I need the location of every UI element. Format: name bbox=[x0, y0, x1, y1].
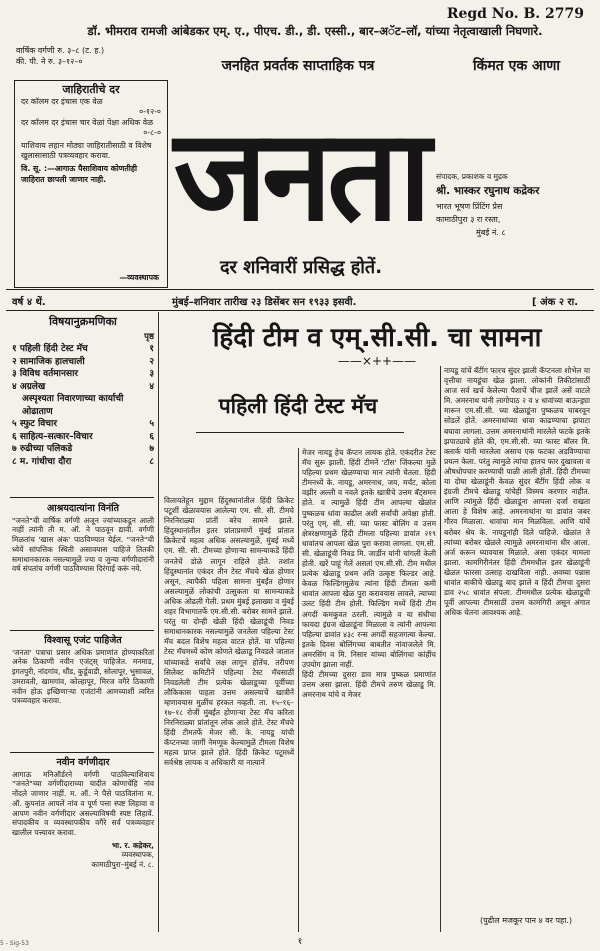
press-name: भारत भूषण प्रिंटिंग प्रेस bbox=[436, 202, 503, 211]
notice-agents-title: विश्वासू एजंट पाहिजेत bbox=[44, 635, 122, 646]
dateline bbox=[12, 294, 588, 308]
subscription-vpp: की. पी. ने रु. ३–१२–० bbox=[16, 57, 83, 66]
press-address-1: कामाठीपुरा ३ रा रस्ता, bbox=[436, 215, 501, 224]
rule-dateline bbox=[6, 310, 594, 311]
manager-signature-name: भा. र. कद्रेकर, bbox=[111, 840, 154, 850]
column-rule-right bbox=[440, 366, 441, 932]
notice-subscribers-body: आगाऊ मनिऑर्डरने वर्गणी पाठविल्याशिवाय "जनते"च्या वर्गणीदाराच्या यादीत कोणाचेंहि नांव नोंदले जाणार नाहीं. म. ऑ. ने पैसे पाठवितांना म. ऑ. कुपनांत आपलें नांव व पूर्ण पत्ता स्पष्ट लिहावा व आपण नवीन वर्गणीदार असल्याविषयी स्पष्ट लिहावें. संपादकीय व व्यवस्थापकीय वगैरे सर्व पत्रव्यवहार खालील पत्त्यावर करावा. bbox=[12, 769, 154, 837]
ad-rates-note: याशिवाय लहान मोठ्या जाहिरातीसाठी व विशेष खुलासासाठी पत्रव्यवहार करावा. bbox=[21, 141, 152, 161]
issue-number: [ अंक २ रा. bbox=[531, 297, 578, 308]
publisher-name: श्री. भास्कर रघुनाथ कद्रेकर bbox=[436, 185, 540, 197]
notice-request-title: आश्रयदात्यांना विनंति bbox=[46, 503, 120, 514]
manager-signature-role: व्यवस्थापक, bbox=[121, 850, 154, 860]
issue-date: मुंबई–शनिवार तारीख २३ डिसेंबर सन १९३३ इसवी. bbox=[172, 297, 357, 308]
volume-year: वर्ष ४ थें. bbox=[12, 297, 46, 308]
table-of-contents bbox=[12, 316, 154, 468]
toc-item: ७ रुढीच्या पलिकडे ७ bbox=[12, 444, 154, 454]
editor-line: डॉ. भीमराव रामजी आंबेडकर एम्. ए., पीएच. डी., डी. एस्सी., बार–अॅट–लॉ, यांच्या नेतृत्वाखाली निघणारे. bbox=[87, 24, 543, 38]
notice-request-body: "जनते"ची वार्षिक वर्गणी अजून ज्यांच्याकडून आली नाहीं त्यांनी ती म. ऑ. ने पाठवून द्यावी. वर्गणी मिळतांच 'खास अंक' पाठविण्यात येईल. "जनते"ची ध्येयें सांपत्तिक स्थिती असावयास पाहिजे तितकी समाधानकारक नसल्यामुळें ज्या व जुन्या वर्गणीदारांनी वर्ष संपतांच वर्गणी पाठविण्यास दिरंगाई करूं नये. bbox=[12, 515, 154, 574]
rule-subhead bbox=[196, 432, 404, 433]
ad-rates-box bbox=[14, 80, 168, 288]
ad-rates-nb: वि. सू. :—आगाऊ पैसाशिवाय कोणतीही जाहिरात छापली जाणार नाही. bbox=[21, 164, 138, 184]
column-rule-left bbox=[158, 312, 159, 932]
toc-item: ८ म. गांधीचा दौरा ८ bbox=[12, 456, 154, 467]
toc-item: ५ स्फुट विचार ५ bbox=[12, 419, 154, 429]
ad-rate-line: दर कॉलम दर इंचास एक वेळ ०-१२-० bbox=[21, 97, 161, 117]
rule-notice-2 bbox=[10, 752, 154, 753]
notice-request bbox=[12, 502, 154, 574]
masthead-title: जनता bbox=[173, 102, 427, 249]
article-headline: हिंदी टीम व एम्.सी.सी. चा सामना bbox=[212, 323, 542, 353]
notice-subscribers bbox=[12, 756, 154, 870]
publisher-label: संपादक, प्रकाशक व मुद्रक bbox=[436, 172, 508, 181]
toc-title: विषयानुक्रमणिका bbox=[49, 315, 117, 328]
toc-item: ६ साहित्य–सत्कार–विचार ६ bbox=[12, 431, 154, 442]
manager-signature-address: कामाठीपुरा–मुंबई नं. ८. bbox=[91, 860, 154, 870]
column-rule-mid bbox=[298, 448, 299, 932]
subscription-annual: वार्षिक वर्गणी रु. ३–८ (ट. ह.) bbox=[16, 46, 105, 55]
publication-type: जनहित प्रवर्तक साप्ताहिक पत्र bbox=[221, 58, 375, 74]
article-continued: (पुढील मजकूर पान ४ वर पहा.) bbox=[480, 916, 572, 925]
notice-subscribers-title: नवीन वर्गणीदार bbox=[56, 757, 110, 768]
toc-item: अस्पृश्यता निवारणाच्या कार्याची ओढाताण bbox=[22, 394, 124, 417]
publisher-block bbox=[436, 170, 592, 239]
press-address-2: मुंबई नं. ८ bbox=[476, 228, 506, 237]
article-column-3: नायडू यांचें बॅटींग फारच सुंदर झाली कॅप्टनला शोभेल या वृत्तीचा नायडूंचा खेळ झाला. लोकांनी तिकीटांसाठीं आज सर्व खर्च केलेल्या पैशाचें चीज झालें असें वाटले मि. अमरनाथ यांनी लागोपाठ २ व ४ धावांच्या बाऊन्ड्र्या मारून एम.सी.सी. च्या खेळाडूंना पुष्कळच घाबरवून सोडलें होतें. अमरनाथांच्या धावा काढण्याचा झपाटा बघावा लागला. उत्तम अमरनाथांनी मारलेले फटके इतके झपाट्याचे होते की, एम.सी.सी. च्या फास्ट बॉलर मि. क्लार्क यांनी मारलेला असाच एक फटका अडविण्याचा प्रयत्न केला. परंतु त्यामुळे त्यांचा हातच फार दुखावला व औषधोपचार करण्याची पाळी आली होती. हिंदी टीमच्या या दोघा खेळाडूंनी केवळ सुंदर बॅटींग हिंदी लोक व इंग्रजी टीमचे खेळाडू यांचेही विस्मय करणार नाहीत. आणि त्यांमुळे हिंदी खेळाडूंना आपला दर्जा राखता आला हे विशेष आहे. अमरनाथांना या डावांत जबर गौरव मिळाला. धावांचा मान मिळविला. आणि यांचें बरोबर श्रेय के. नायडूनांही दिले पाहिजे. खेळांत ते त्यांच्या बरोबर खेळले त्यामुळे अमरनाथांना धीर आला. अर्ज करून घ्यावयास मिळाले. असा एकंदर मामला झाला. कामगिरीनंतर हिंदी टीममधील इतर खेळाडूंनी खेळत फारसा उत्साह दाखविला नाही. अवघ्या पन्नास धावांत बाकीचे खेळाडू बाद झाले व हिंदी टीमचा दुसरा डाव २५८ धावांत संपला. टीममधील प्रत्येक खेळाडूची पूर्वी आपल्या टीमसाठीं उत्तम कामगिरी असून अंगात अधिक चेतना आवश्यक आहे. bbox=[444, 366, 590, 618]
notice-agents bbox=[12, 634, 154, 706]
article-subheadline: पहिली हिंदी टेस्ट मॅच bbox=[218, 394, 378, 418]
registration-number: Regd No. B. 2779 bbox=[446, 6, 584, 22]
article-column-1: विलायतेहून मुद्दाम हिंदुस्थानांतील हिंदी क्रिकेट पटूशीं खेळावयास आलेल्या एम. सी. सी. टीमचे निरनिराळ्या प्रांतीं बरेच सामने झाले. हिंदुस्थानांतील इतर प्रांताप्रमाणें मुंबई प्रांतात क्रिकेटचें महत्व अधिक असल्यामुळें, मुंबई मध्यें एम. सी. सी. टीमच्या होणाऱ्या सामन्याकडें हिंदी जनतेचें डोळे लागून राहिले होते. तशांत हिंदुस्थानांत एकंदर तीन टेस्ट मॅचचे खेळ होणार असून, त्यापैकी पहिला सामना मुंबईंत होणार असल्यामुळें लोकांची उत्सुकता या सामन्याकडे अधिक ओढली गेली. प्रथम मुंबई इलाख्या व मुंबई शहर विभागातर्फे एम.सी.सी. बरोबर सामने झाले. परंतु या दोन्ही खेळी हिंदी खेळाडूंची निवड समाधानकारक नसल्यामुळें जनतेला पहिल्या टेस्ट मॅच बदल विशेष महत्व वाटत होतें. या पहिल्या टेस्ट मॅचमध्यें कोण कोणते खेळाडू निवडले जातात यांच्याकडे सर्वांचे लक्ष लागून होतेंच. तरीपण सिलेक्ट कमिटीनें पहिल्या टेस्ट मॅचसाठीं निवडलेली टीम प्रत्येक खेळाडूच्या पूर्वीच्या लौकिकास पाहता उत्तम असल्याचें खात्रीनें म्हणावयास मुळींच हरकत नव्हती. ता. १५–१६–१७–१८ रोजीं मुंबईंत होणाऱ्या टेस्ट मॅच करिता निरनिराळ्या प्रांतांतून लोक आले होते. टेस्ट मॅचचे हिंदी टीमतर्फे मेजर सी. के. नायडू यांची कॅप्टनच्या जागीं नेमणूक केल्यामुळें टीमला विशेष महत्व प्राप्त झाले होते. हिंदी क्रिकेट पटूमध्यें सर्वश्रेष्ठ लायक व अधिकारी या नात्यानें bbox=[164, 496, 294, 768]
article-column-2: मेजर नायडू हेच कॅप्टन लायक होते. एकंदरीत टेस्ट मॅच सुरू झाली. हिंदी टीमनें 'टॉस' जिंकल्या मुळें पहिल्या प्रथम खेळण्याचा मान त्यांनी घेतला. हिंदी टीमनध्यें के. नायडू, अमरनाथ, जय, मर्चंट, कोला वझीर अल्ली व नवले इतके खात्रीचे उत्तम बॅट्समन होते. व त्यामुळें हिंदी टीम आपल्या खेळांत पुष्कळच धांवा काढील अशी सर्वांची अपेक्षा होती. परंतु एम्. सी. सी. च्या फास्ट बोलिंग व उत्तम क्षेत्ररक्षणामुळें हिंदी टीमला पहिल्या डावांत २१९ धावांतच आपला खेळ पुरा करावा लागला. एम.सी. सी. खेळाडूंची निवड मि. जार्डीन यांनी चांगली केली होती. खरें पाहूं गेलें असतां एम.सी.सी. टीम मधील प्रत्येक खेळाडू प्रथम अति उत्कृष्ट फिल्डर आहे. केवळ फिल्डिंगमुळेच त्यांना हिंदी टीमला कमी धावांत आपला खेळ पुरा करावयास लावले, त्याच्या उलट हिंदी टीम होती. फिल्डिंग मध्यें हिंदी टीम अगदीं कमकुवत ठरली. त्यामुळे व या संधीचा फायदा इंग्रज खेळाडूंना मिळाला व त्यांनी आपल्या पहिल्या डावांत ४३८ रन्स अगदीं सहजगत्या केल्या. इतके दिवस बोलिंगच्या बाबतीत नांवाजलेले मि. अमरसिंग व मि. निसार यांच्या बोलिंगचा कांहींच उपयोग झाला नाहीं. हिंदी टीमच्या दुसरा डाव मात्र पुष्कळ प्रमाणांत उत्तम असा झाला. हिंदी टीमचे तरुण खेळाडू मि. अमरनाथ यांचे व मेजर bbox=[302, 448, 436, 700]
rule-notice-1 bbox=[10, 630, 154, 631]
tagline: दर शनिवारीं प्रसिद्ध होतें. bbox=[219, 257, 383, 278]
notice-agents-body: 'जनता' पत्राचा प्रसार अधिक प्रमाणांत होण्याकरितां अनेक ठिकाणी नवीन एजंट्स् पाहिजेत. मनमाड, इगतपुरी, नांदगांव, धौंड, कुर्डूवाडी, सोलापूर, भुसावळ, उमरावती, खामगांव, कोल्हापूर, मिरज वगैरे ठिकाणी नवीन होऊ इच्छिणाऱ्या एजंटांनी आमच्याशीं त्वरित पत्रव्यवहार करावा. bbox=[12, 647, 154, 706]
article-divider: ——×++—— bbox=[337, 354, 417, 368]
toc-item: २ सामाजिक हालचाली २ bbox=[12, 356, 154, 367]
page-number: १ bbox=[297, 937, 303, 947]
rule-toc bbox=[10, 497, 154, 498]
toc-item: ३ विविध वर्तमानसार ३ bbox=[12, 369, 154, 379]
ad-rate-line: दर कॉलम दर इंचास चार वेळां पेक्षा अधिक वेळ ०-८-० bbox=[21, 117, 161, 137]
toc-page-label: पृष्ठ bbox=[144, 331, 154, 342]
price: किंमत एक आणा bbox=[472, 58, 560, 74]
ad-rates-title: जाहिरातीचे दर bbox=[62, 83, 120, 96]
rule-top bbox=[6, 289, 594, 290]
toc-item: ४ अग्रलेख ४ bbox=[12, 381, 154, 392]
toc-item: १ पहिली हिंदी टेस्ट मॅच १ bbox=[12, 344, 154, 354]
margin-note: 5 - Sig-53 bbox=[0, 940, 29, 947]
ad-rates-signature: —व्यवस्थापक bbox=[119, 272, 159, 282]
